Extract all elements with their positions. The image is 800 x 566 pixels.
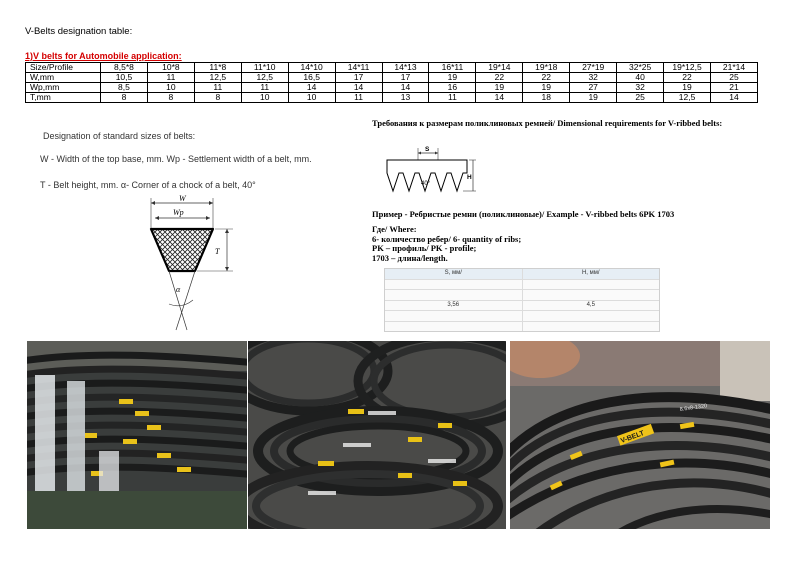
cell bbox=[523, 290, 660, 300]
spec-cell: 19 bbox=[476, 83, 523, 93]
spec-row bbox=[26, 93, 758, 103]
spec-cell: 25 bbox=[710, 73, 757, 83]
spec-row-label: T,mm bbox=[26, 93, 101, 103]
mini-table-row bbox=[385, 280, 659, 291]
spec-row-label: Wp,mm bbox=[26, 83, 101, 93]
cell: 4,5 bbox=[586, 301, 595, 308]
spec-cell: 19 bbox=[429, 73, 476, 83]
spec-cell: 14 bbox=[382, 83, 429, 93]
spec-cell: 8 bbox=[194, 93, 241, 103]
spec-cell: 10*8 bbox=[147, 63, 194, 73]
spec-cell: 27 bbox=[570, 83, 617, 93]
where-line: 6- количество ребер/ 6- quantity of ribs; bbox=[372, 233, 522, 244]
spec-cell: 11*8 bbox=[194, 63, 241, 73]
label-w: W bbox=[179, 194, 186, 203]
spec-cell: 19 bbox=[570, 93, 617, 103]
ribbed-example: Пример - Ребристые ремни (поликлиновые)/ Example - V-ribbed belts 6PK 1703 bbox=[372, 209, 675, 219]
mini-table-row bbox=[385, 301, 659, 312]
spec-cell: 19*18 bbox=[523, 63, 570, 73]
cell bbox=[523, 280, 660, 290]
mini-table-header bbox=[385, 269, 659, 280]
spec-cell: 10 bbox=[241, 93, 288, 103]
spec-cell: 21*14 bbox=[710, 63, 757, 73]
spec-cell: 19*14 bbox=[476, 63, 523, 73]
spec-cell: 16*11 bbox=[429, 63, 476, 73]
legend-line-t: T - Belt height, mm. α- Corner of a chock of a belt, 40° bbox=[40, 180, 256, 190]
spec-cell: 13 bbox=[382, 93, 429, 103]
spec-cell: 10 bbox=[288, 93, 335, 103]
spec-cell: 14 bbox=[476, 93, 523, 103]
belts-photo-coils bbox=[248, 341, 506, 529]
belts-photo-floor bbox=[510, 341, 770, 529]
label-wp: Wp bbox=[173, 208, 184, 217]
spec-cell: 8,5 bbox=[101, 83, 148, 93]
spec-cell: 14*10 bbox=[288, 63, 335, 73]
spec-cell: 32 bbox=[570, 73, 617, 83]
spec-cell: 11 bbox=[241, 83, 288, 93]
belt-code-text: 8.6x8-1320 bbox=[679, 403, 708, 413]
spec-cell: 14 bbox=[335, 83, 382, 93]
spec-cell: 12,5 bbox=[194, 73, 241, 83]
label-s: S bbox=[425, 146, 430, 153]
spec-cell: 27*19 bbox=[570, 63, 617, 73]
where-line: PK – профиль/ PK - profile; bbox=[372, 243, 477, 253]
label-alpha: α bbox=[176, 285, 181, 294]
spec-cell: 16,5 bbox=[288, 73, 335, 83]
spec-cell: 40 bbox=[617, 73, 664, 83]
spec-cell: 17 bbox=[335, 73, 382, 83]
spec-cell: 12,5 bbox=[241, 73, 288, 83]
spec-cell: 8,5*8 bbox=[101, 63, 148, 73]
spec-cell: 19*12,5 bbox=[664, 63, 711, 73]
label-t: T bbox=[215, 247, 220, 256]
section-title: 1)V belts for Automobile application: bbox=[25, 51, 182, 61]
document-title: V-Belts designation table: bbox=[25, 26, 133, 37]
legend-heading: Designation of standard sizes of belts: bbox=[43, 131, 196, 141]
header-h: H, мм/ bbox=[581, 270, 600, 276]
spec-cell: 11 bbox=[194, 83, 241, 93]
spec-cell: 32 bbox=[617, 83, 664, 93]
spec-cell: 22 bbox=[664, 73, 711, 83]
where-line: 1703 – длина/length. bbox=[372, 252, 448, 263]
spec-cell: 11 bbox=[335, 93, 382, 103]
ribbed-dimensions-table bbox=[384, 268, 660, 332]
spec-cell: 8 bbox=[147, 93, 194, 103]
cell: 3,56 bbox=[385, 301, 523, 311]
spec-row bbox=[26, 63, 758, 73]
spec-cell: 17 bbox=[382, 73, 429, 83]
spec-cell: 21 bbox=[710, 83, 757, 93]
label-h: H bbox=[467, 174, 472, 181]
mini-table-row bbox=[385, 290, 659, 301]
spec-row bbox=[26, 83, 758, 93]
spec-cell: 10,5 bbox=[101, 73, 148, 83]
spec-cell: 16 bbox=[429, 83, 476, 93]
cell bbox=[523, 311, 660, 321]
vbelt-cross-section-diagram bbox=[135, 192, 240, 335]
spec-cell: 11*10 bbox=[241, 63, 288, 73]
cell bbox=[523, 322, 660, 332]
header-s: S, мм/ bbox=[385, 269, 523, 279]
spec-cell: 10 bbox=[147, 83, 194, 93]
spec-cell: 22 bbox=[523, 73, 570, 83]
spec-cell: 11 bbox=[147, 73, 194, 83]
mini-table-row bbox=[385, 322, 659, 332]
spec-cell: 19 bbox=[523, 83, 570, 93]
legend-line-w: W - Width of the top base, mm. Wp - Settlement width of a belt, mm. bbox=[40, 154, 312, 164]
cell bbox=[385, 290, 523, 300]
spec-cell: 14*11 bbox=[335, 63, 382, 73]
spec-cell: 32*25 bbox=[617, 63, 664, 73]
spec-table bbox=[25, 62, 758, 103]
spec-row-label: W,mm bbox=[26, 73, 101, 83]
spec-cell: 8 bbox=[101, 93, 148, 103]
belts-photo-stacked bbox=[27, 341, 247, 529]
where-line: Где/ Where: bbox=[372, 224, 417, 234]
vbelt-tag-text: V-BELT bbox=[619, 429, 646, 445]
spec-cell: 11 bbox=[429, 93, 476, 103]
label-angle: 40° bbox=[421, 181, 431, 187]
spec-cell: 12,5 bbox=[664, 93, 711, 103]
cell bbox=[385, 280, 523, 290]
spec-row-label: Size/Profile bbox=[26, 63, 101, 73]
spec-cell: 19 bbox=[664, 83, 711, 93]
spec-cell: 14 bbox=[710, 93, 757, 103]
cell bbox=[385, 322, 523, 332]
spec-cell: 25 bbox=[617, 93, 664, 103]
mini-table-row bbox=[385, 311, 659, 322]
spec-cell: 22 bbox=[476, 73, 523, 83]
vribbed-profile-diagram bbox=[383, 143, 478, 198]
ribbed-heading: Требования к размерам поликлиновых ремней/ Dimensional requirements for V-ribbed belts: bbox=[372, 118, 723, 128]
where-block bbox=[372, 225, 521, 263]
spec-cell: 18 bbox=[523, 93, 570, 103]
spec-cell: 14*13 bbox=[382, 63, 429, 73]
spec-cell: 14 bbox=[288, 83, 335, 93]
spec-row bbox=[26, 73, 758, 83]
cell bbox=[385, 311, 523, 321]
